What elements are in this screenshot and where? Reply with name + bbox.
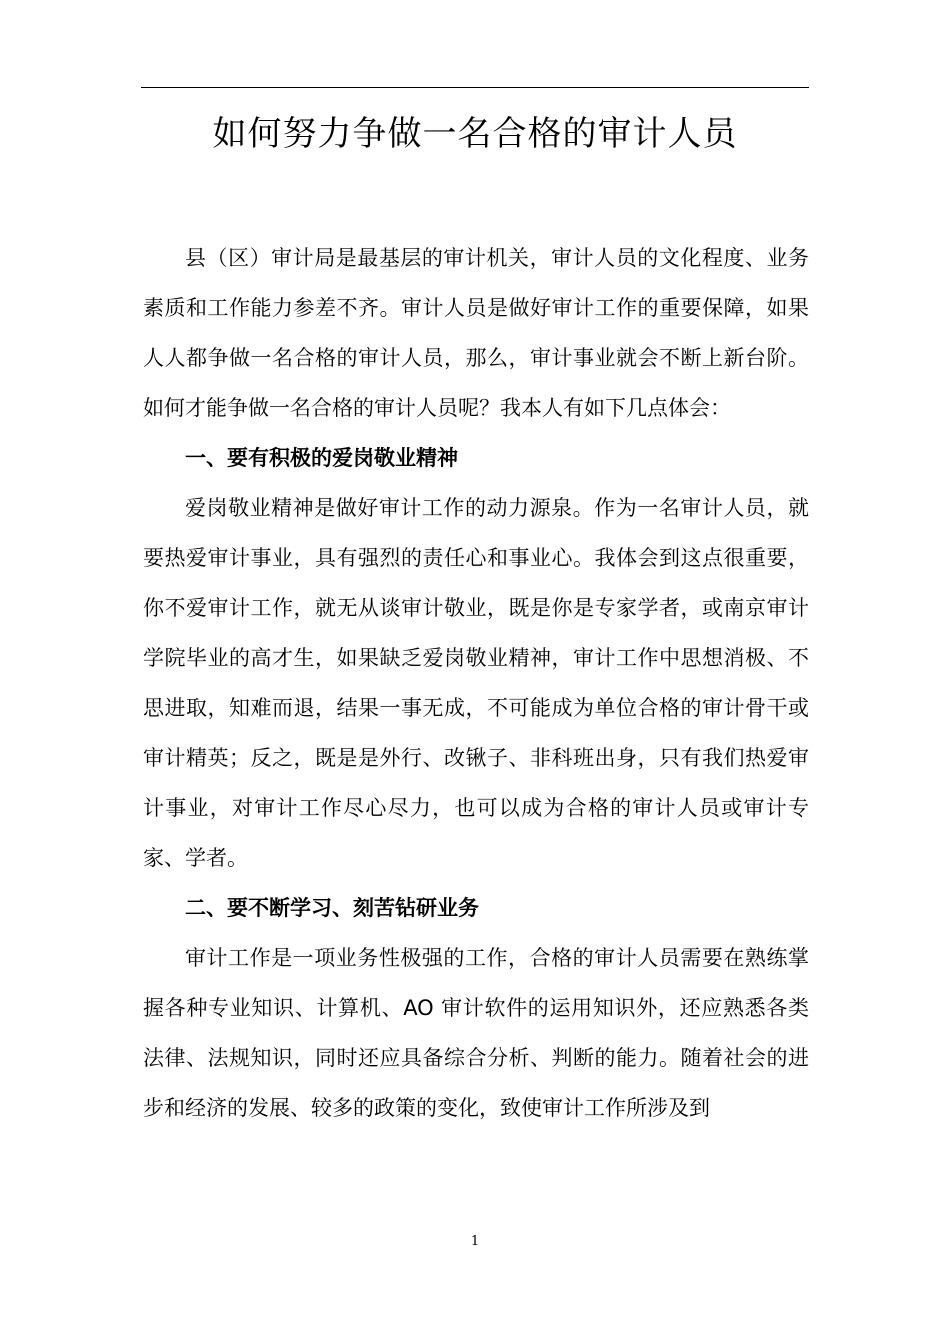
document-title: 如何努力争做一名合格的审计人员 bbox=[212, 114, 738, 154]
section-paragraph-2: 审计工作是一项业务性极强的工作，合格的审计人员需要在熟练掌握各种专业知识、计算机、AO 审计软件的运用知识外，还应熟悉各类法律、法规知识，同时还应具备综合分析、判断的能力。随着社会的进步和经济的发展、较多的政策的变化，致使审计工作所涉及到 bbox=[143, 946, 809, 1120]
intro-paragraph: 县（区）审计局是最基层的审计机关，审计人员的文化程度、业务素质和工作能力参差不齐。审计人员是做好审计工作的重要保障，如果人人都争做一名合格的审计人员，那么，审计事业就会不断上新台阶。如何才能争做一名合格的审计人员呢？我本人有如下几点体会： bbox=[143, 246, 809, 420]
header-rule bbox=[141, 87, 809, 88]
section-heading-1: 一、要有积极的爱岗敬业精神 bbox=[185, 446, 458, 470]
section-heading-2: 二、要不断学习、刻苦钻研业务 bbox=[185, 896, 479, 920]
page-number: 1 bbox=[470, 1234, 480, 1249]
document-body bbox=[143, 233, 809, 1133]
section-paragraph-1: 爱岗敬业精神是做好审计工作的动力源泉。作为一名审计人员，就要热爱审计事业，具有强烈的责任心和事业心。我体会到这点很重要，你不爱审计工作，就无从谈审计敬业，既是你是专家学者，或南京审计学院毕业的高才生，如果缺乏爱岗敬业精神，审计工作中思想消极、不思进取，知难而退，结果一事无成，不可能成为单位合格的审计骨干或审计精英；反之，既是是外行、改锹子、非科班出身，只有我们热爱审计事业，对审计工作尽心尽力，也可以成为合格的审计人员或审计专家、学者。 bbox=[143, 496, 809, 870]
